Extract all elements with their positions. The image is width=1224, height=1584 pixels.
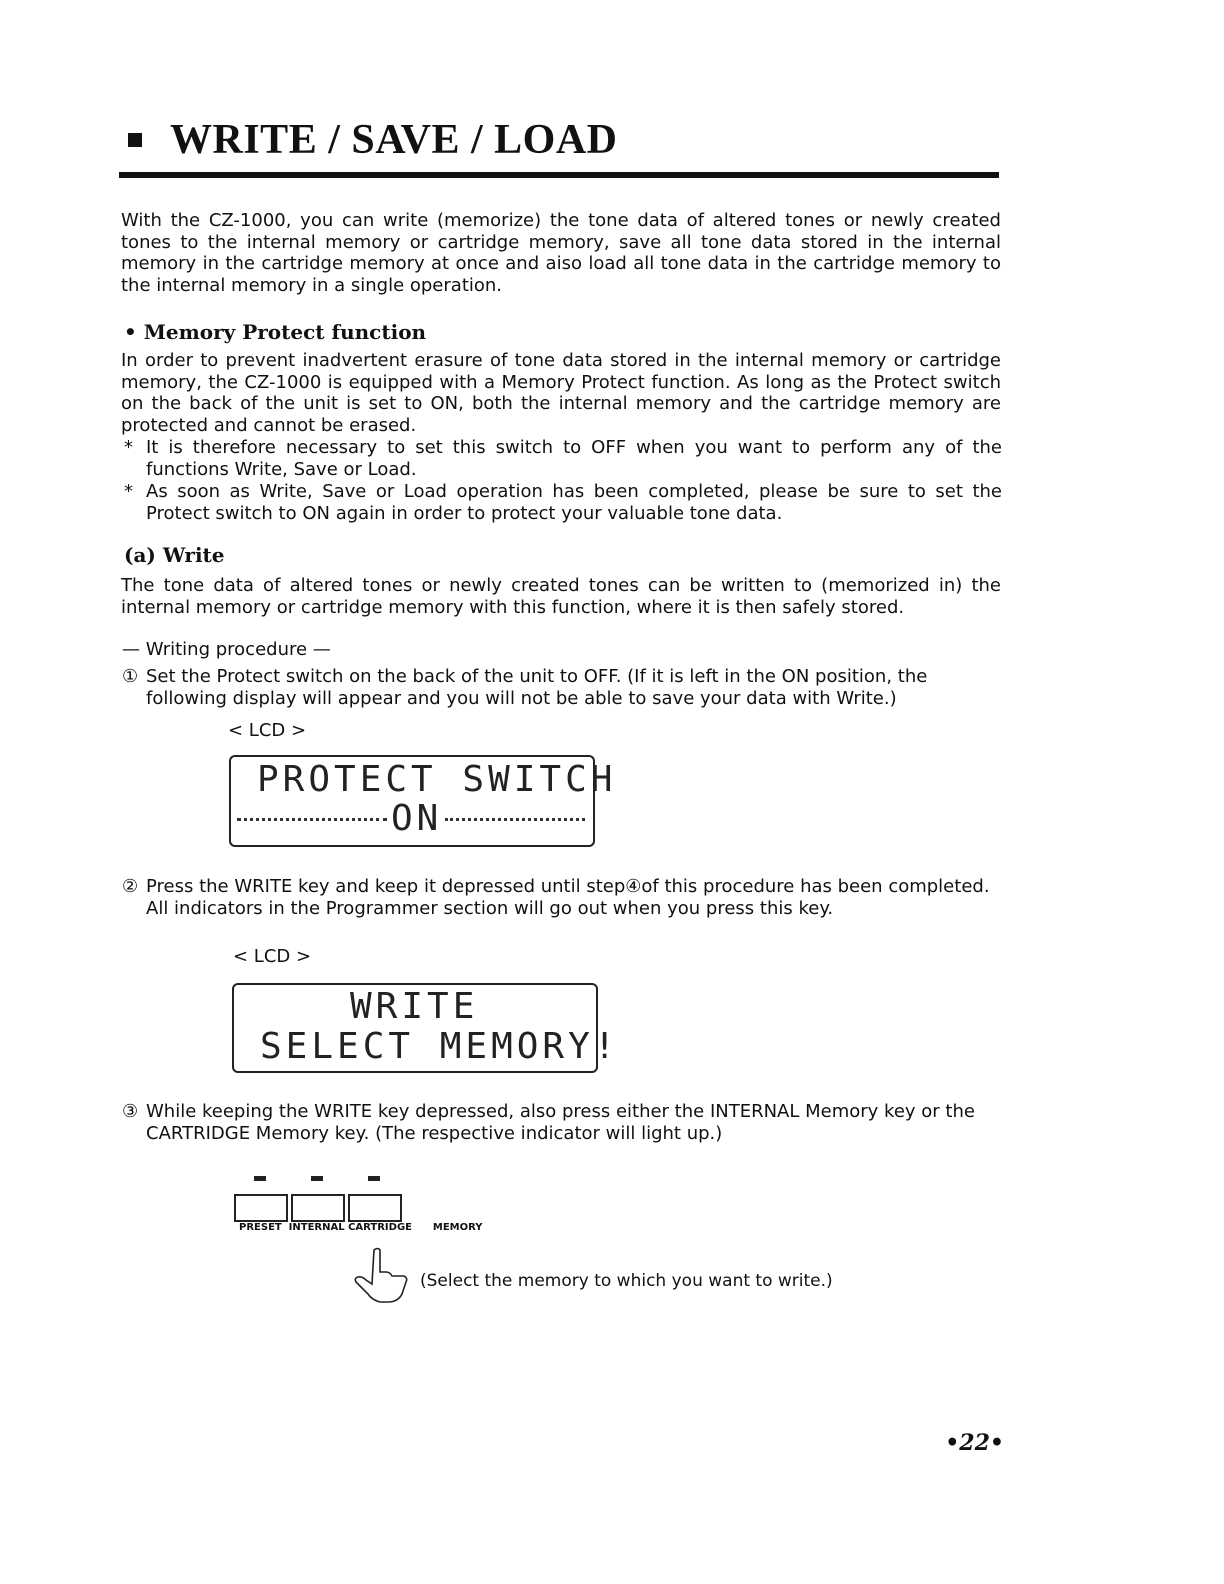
note-marker: * xyxy=(124,437,133,458)
cartridge-indicator xyxy=(368,1176,380,1181)
lcd-line-2: ON xyxy=(391,798,443,839)
lcd-dashes xyxy=(445,818,585,821)
lcd-line-1: WRITE xyxy=(350,986,479,1027)
page-title-text: WRITE / SAVE / LOAD xyxy=(170,117,618,163)
preset-key[interactable] xyxy=(234,1194,288,1222)
step-text: Set the Protect switch on the back of the unit to OFF. (If it is left in the ON position, the following display will appear and you will not be able to save your data with Write.) xyxy=(146,666,928,709)
lcd-line-2: SELECT MEMORY! xyxy=(260,1026,620,1067)
memory-protect-heading: • Memory Protect function xyxy=(124,320,427,344)
note-text: As soon as Write, Save or Load operation has been completed, please be sure to set the Protect switch to ON again in order to protect your valuable tone data. xyxy=(146,481,1002,524)
hand-caption: (Select the memory to which you want to write.) xyxy=(420,1271,833,1291)
page-number: •22• xyxy=(945,1430,1004,1456)
memory-keys-diagram xyxy=(234,1176,494,1246)
write-heading: (a) Write xyxy=(124,543,225,567)
internal-key[interactable] xyxy=(291,1194,345,1222)
step-text: Press the WRITE key and keep it depressed until step④of this procedure has been completed. All indicators in the Programmer section will go out when you press this key. xyxy=(146,876,990,919)
step-number: ② xyxy=(122,876,139,897)
memory-keys xyxy=(234,1194,404,1222)
cartridge-key[interactable] xyxy=(348,1194,402,1222)
note-item xyxy=(124,437,1002,480)
write-body: The tone data of altered tones or newly created tones can be written to (memorized in) the internal memory or cartridge memory with this function, where it is then safely stored. xyxy=(121,575,1001,618)
lcd-display-protect xyxy=(229,755,617,847)
step-1 xyxy=(122,666,1002,709)
lcd-label: < LCD > xyxy=(233,946,312,967)
memory-protect-body: In order to prevent inadvertent erasure of tone data stored in the internal memory or cartridge memory, the CZ-1000 is equipped with a Memory Protect function. As long as the Protect switch on the back of the unit is set to ON, both the internal memory and the cartridge memory are protected and cannot be erased. xyxy=(121,350,1001,436)
page-title xyxy=(128,116,618,164)
procedure-label: — Writing procedure — xyxy=(122,639,331,660)
step-number: ③ xyxy=(122,1101,139,1122)
preset-indicator xyxy=(254,1176,266,1181)
step-text: While keeping the WRITE key depressed, also press either the INTERNAL Memory key or the CARTRIDGE Memory key. (The respective indicator will light up.) xyxy=(146,1101,975,1144)
step-number: ① xyxy=(122,666,139,687)
lcd-display-write xyxy=(232,983,620,1073)
title-rule xyxy=(119,172,999,178)
key-labels: PRESET INTERNAL CARTRIDGE MEMORY xyxy=(239,1222,483,1233)
square-bullet-icon xyxy=(128,133,142,147)
lcd-label: < LCD > xyxy=(228,720,307,741)
lcd-dashes xyxy=(237,818,387,821)
step-3 xyxy=(122,1101,1002,1144)
pointing-hand-icon xyxy=(352,1246,412,1304)
note-text: It is therefore necessary to set this switch to OFF when you want to perform any of the functions Write, Save or Load. xyxy=(146,437,1002,480)
note-item xyxy=(124,481,1002,524)
note-marker: * xyxy=(124,481,133,502)
intro-paragraph: With the CZ-1000, you can write (memorize) the tone data of altered tones or newly created tones to the internal memory or cartridge memory, save all tone data stored in the internal memory in the cartridge memory at once and aiso load all tone data in the cartridge memory to the internal memory in a single operation. xyxy=(121,210,1001,296)
step-2 xyxy=(122,876,1002,919)
lcd-line-1: PROTECT SWITCH xyxy=(257,759,617,800)
internal-indicator xyxy=(311,1176,323,1181)
